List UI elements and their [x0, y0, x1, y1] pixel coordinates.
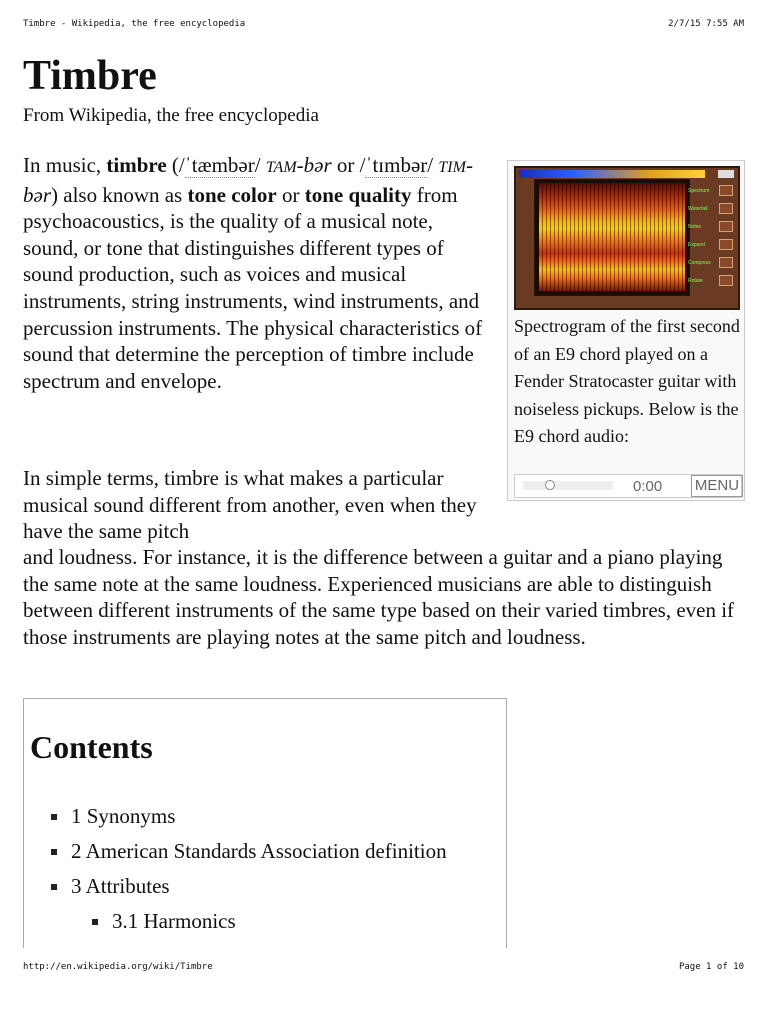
- ipa-pronunciation-2[interactable]: ˈtɪmbər: [365, 153, 428, 177]
- print-footer-url: http://en.wikipedia.org/wiki/Timbre: [23, 962, 213, 972]
- toc-subitem[interactable]: [24, 904, 507, 939]
- spectrogram-button: [719, 257, 733, 268]
- spectrogram-button: [719, 275, 733, 286]
- table-of-contents: [23, 698, 507, 948]
- respelling-1-stress: TAM: [265, 159, 297, 176]
- audio-player: [514, 474, 742, 498]
- toc-list: [24, 799, 507, 939]
- spectrogram-image[interactable]: [514, 166, 740, 310]
- term-tone-quality: tone quality: [304, 182, 412, 207]
- toc-item-label[interactable]: 3.1 Harmonics: [112, 909, 236, 933]
- bullet-icon: [92, 919, 98, 925]
- toc-item[interactable]: [24, 869, 507, 904]
- term-tone-color: tone color: [187, 182, 277, 207]
- audio-seek-handle[interactable]: [545, 480, 555, 490]
- respelling-2-stress: TIM: [438, 159, 466, 176]
- toc-item[interactable]: [24, 834, 507, 869]
- respelling-2-rest: -bər: [23, 153, 473, 207]
- spectrogram-button: [719, 203, 733, 214]
- infobox-caption: Spectrogram of the first second of an E9 chord played on a Fender Stratocaster guitar with noiseless pickups. Below is the E9 chord audio:: [514, 316, 740, 446]
- audio-menu-button[interactable]: MENU: [691, 475, 743, 497]
- print-footer-page-number: Page 1 of 10: [678, 962, 744, 972]
- spectrogram-window-button: [718, 170, 734, 178]
- spectrogram-label: Notes: [688, 224, 702, 230]
- infobox: [507, 160, 745, 501]
- spectrogram-label: Compress: [688, 260, 711, 266]
- spectrogram-button: [719, 185, 733, 196]
- spectrogram-color-scale: [519, 170, 705, 178]
- respelling-1-rest: -bər: [296, 153, 332, 177]
- toc-title: Contents: [30, 729, 153, 765]
- body-paragraph-part2: and loudness. For instance, it is the difference between a guitar and a piano playing the same note at the same loudness. Experienced musicians are able to distinguish between different instruments of the same type based on their varied timbres, even if those instruments are playing notes at the same pitch and loudness.: [23, 545, 735, 649]
- spectrogram-button: [719, 239, 733, 250]
- spectrogram-label: Expand: [688, 242, 705, 248]
- toc-item[interactable]: [24, 799, 507, 834]
- intro-paragraph: In music, timbre (/ˈtæmbər/ TAM-bər or /ˈtɪmbər/ TIM-bər) also known as tone color or tone quality from psychoacoustics, is the quality of a musical note, sound, or tone that distinguishes different types of sound production, such as voices and musical instruments, string instruments, wind instruments, and percussion instruments. The physical characteristics of sound that determine the perception of timbre include spectrum and envelope.: [23, 153, 483, 393]
- page-subtitle: From Wikipedia, the free encyclopedia: [23, 105, 319, 126]
- toc-item-label[interactable]: 3 Attributes: [71, 874, 170, 898]
- spectrogram-label: Spectrum: [688, 188, 710, 194]
- print-header-title: Timbre - Wikipedia, the free encyclopedia: [23, 19, 246, 29]
- bullet-icon: [51, 884, 57, 890]
- page-title: Timbre: [23, 53, 157, 99]
- spectrogram-plot: [538, 182, 686, 292]
- spectrogram-label: Waterfall: [688, 206, 708, 212]
- spectrogram-label: Rotate: [688, 278, 703, 284]
- toc-item-label[interactable]: 1 Synonyms: [71, 804, 176, 828]
- term-timbre: timbre: [106, 153, 167, 177]
- bullet-icon: [51, 814, 57, 820]
- bullet-icon: [51, 849, 57, 855]
- audio-seek-track[interactable]: [523, 481, 613, 490]
- body-paragraph-part1: In simple terms, timbre is what makes a particular musical sound different from another, even when they have the same pitch: [23, 466, 477, 544]
- audio-time: 0:00: [633, 478, 663, 495]
- toc-item-label[interactable]: 2 American Standards Association definition: [71, 839, 447, 863]
- ipa-pronunciation-1[interactable]: ˈtæmbər: [184, 153, 255, 177]
- spectrogram-button: [719, 221, 733, 232]
- print-header-date: 2/7/15 7:55 AM: [668, 19, 744, 29]
